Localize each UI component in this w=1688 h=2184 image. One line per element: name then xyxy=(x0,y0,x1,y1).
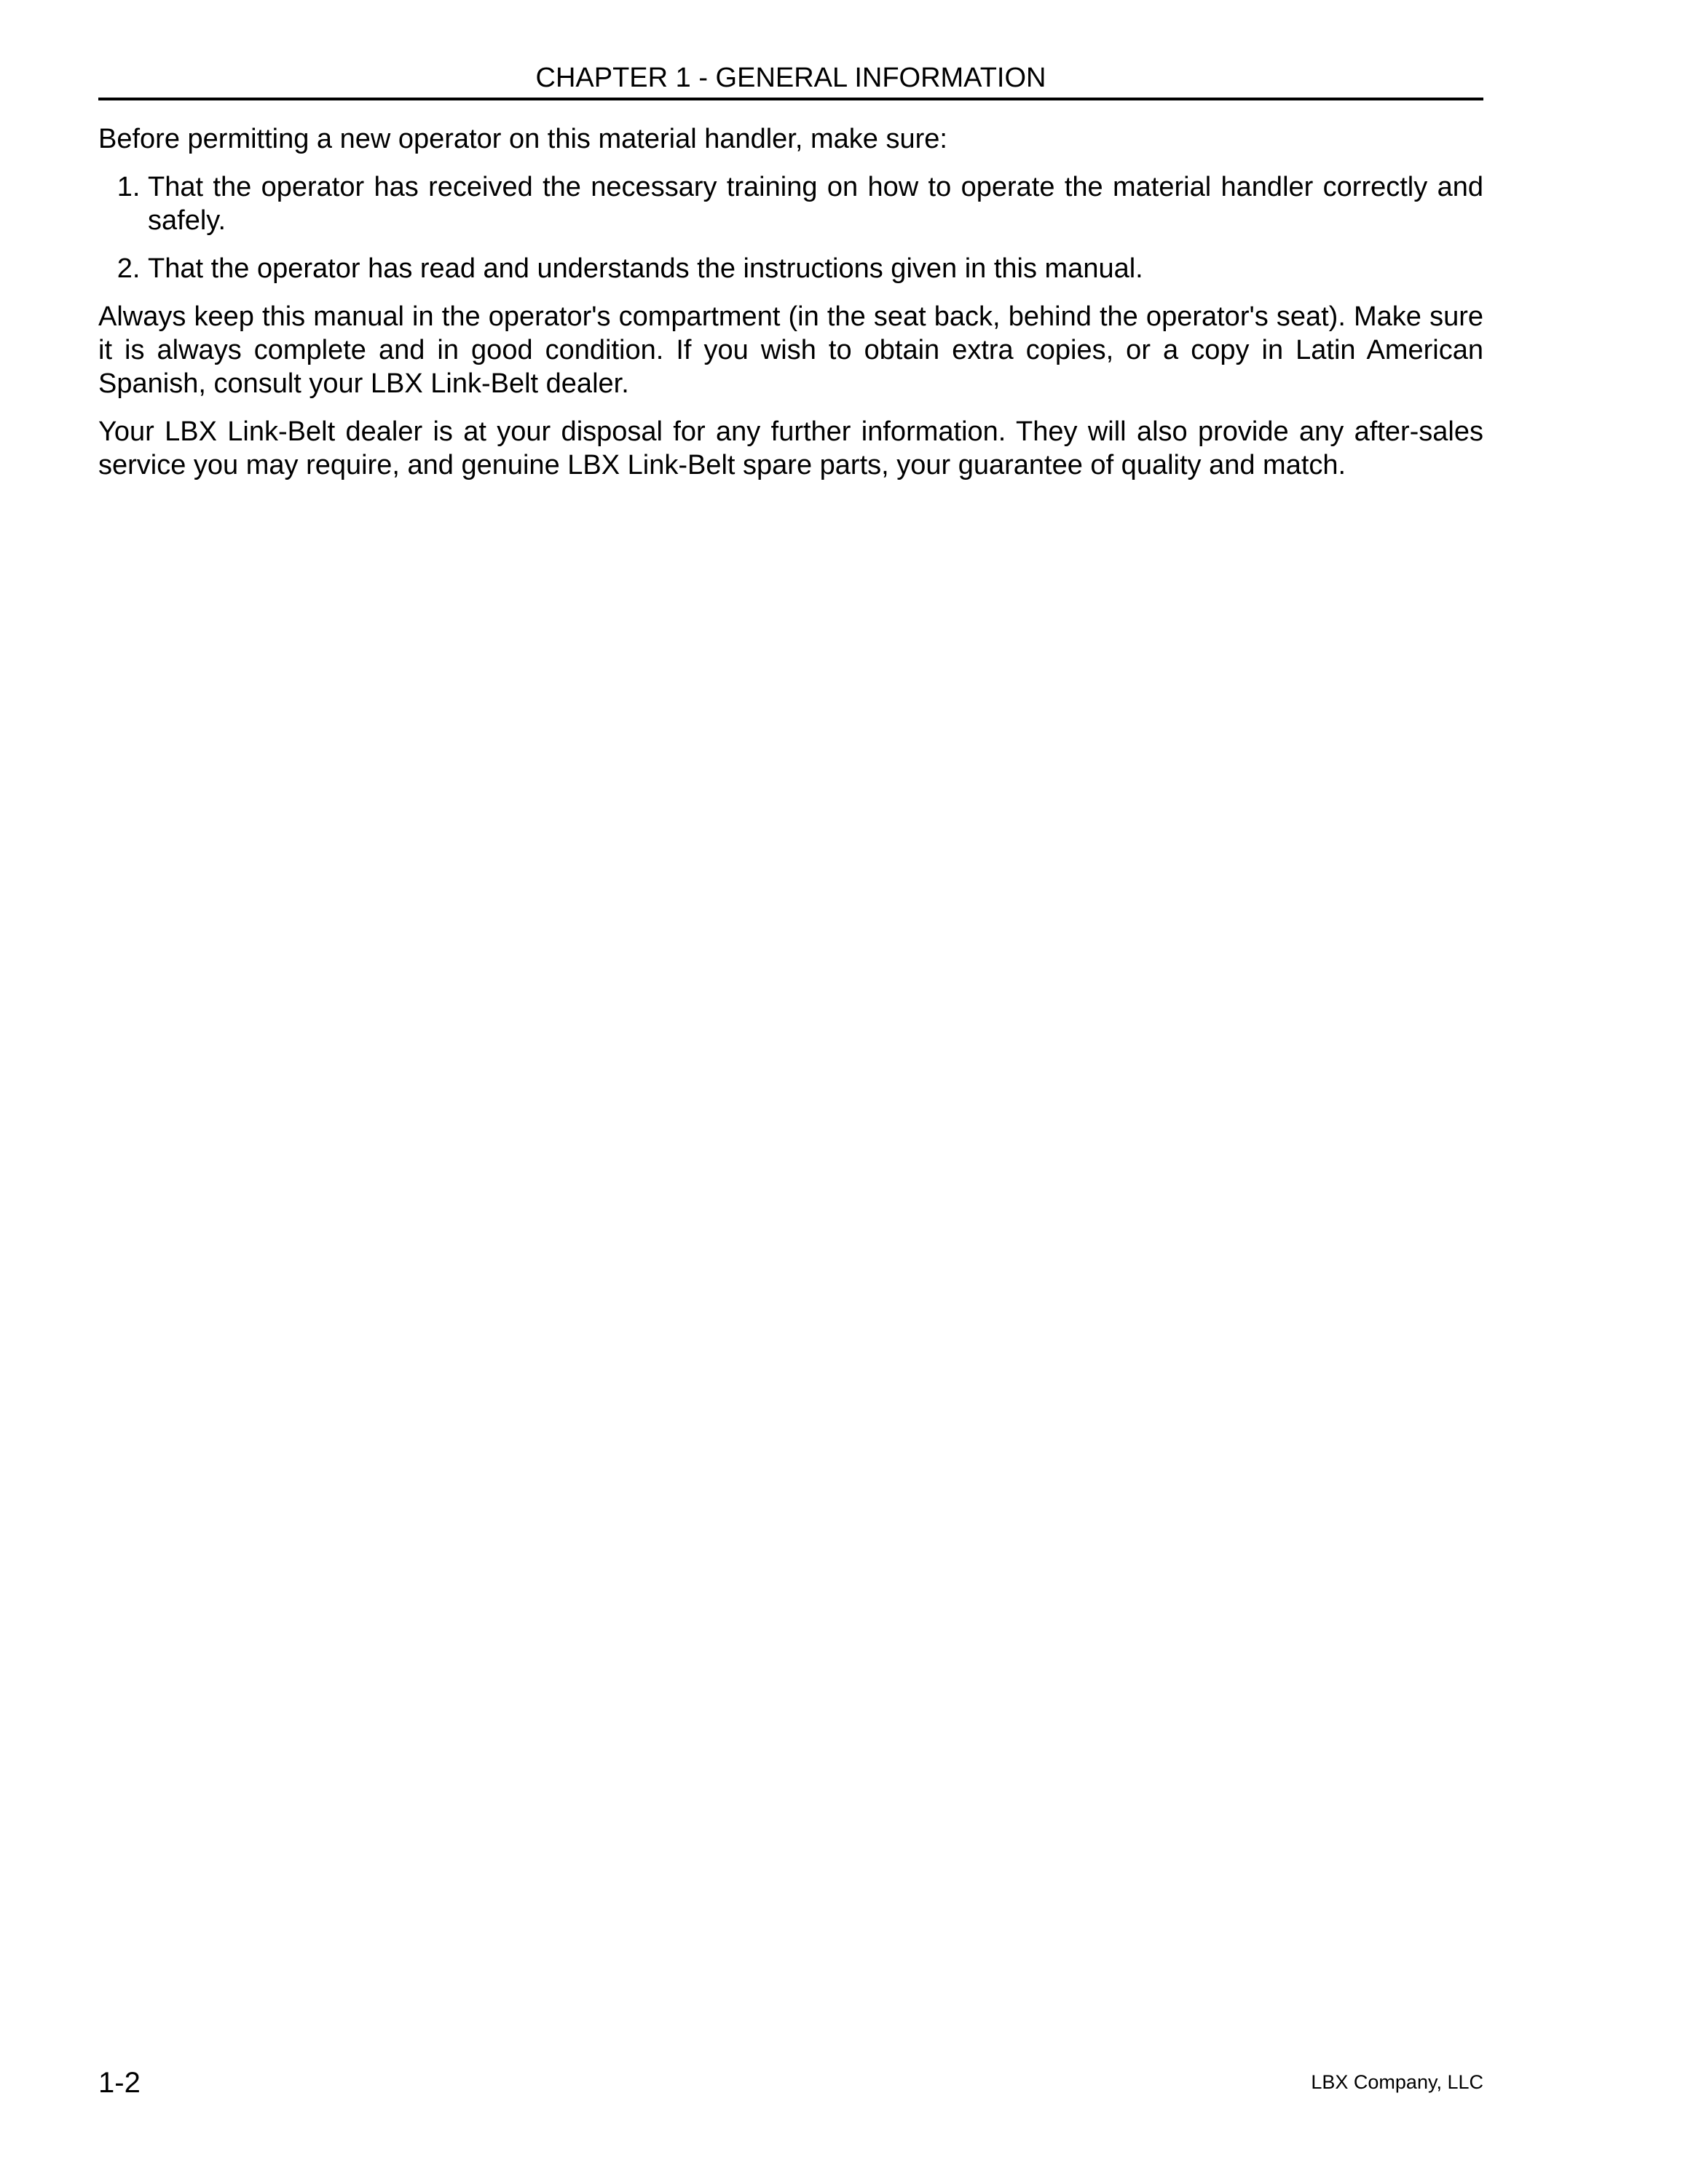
page-content xyxy=(98,122,1483,496)
chapter-title: CHAPTER 1 - GENERAL INFORMATION xyxy=(535,63,1046,93)
manual-storage-paragraph: Always keep this manual in the operator's compartment (in the seat back, behind the operator's seat). Make sure it is always complete and in good condition. If you wish to obtain extra copies, or a copy in Latin American Spanish, consult your LBX Link-Belt dealer. xyxy=(98,301,1483,399)
dealer-info-paragraph: Your LBX Link-Belt dealer is at your disposal for any further information. They will also provide any after-sales service you may require, and genuine LBX Link-Belt spare parts, your guarantee of quality and match. xyxy=(98,416,1483,480)
intro-paragraph: Before permitting a new operator on this material handler, make sure: xyxy=(98,124,947,154)
chapter-header xyxy=(98,58,1483,100)
requirements-list xyxy=(98,170,1483,285)
list-item: 2. That the operator has read and understands the instructions given in this manual. xyxy=(148,252,1483,285)
list-item: 1. That the operator has received the necessary training on how to operate the material handler correctly and safely. xyxy=(148,170,1483,237)
page-number: 1-2 xyxy=(98,2067,141,2099)
company-name: LBX Company, LLC xyxy=(1311,2071,1483,2093)
